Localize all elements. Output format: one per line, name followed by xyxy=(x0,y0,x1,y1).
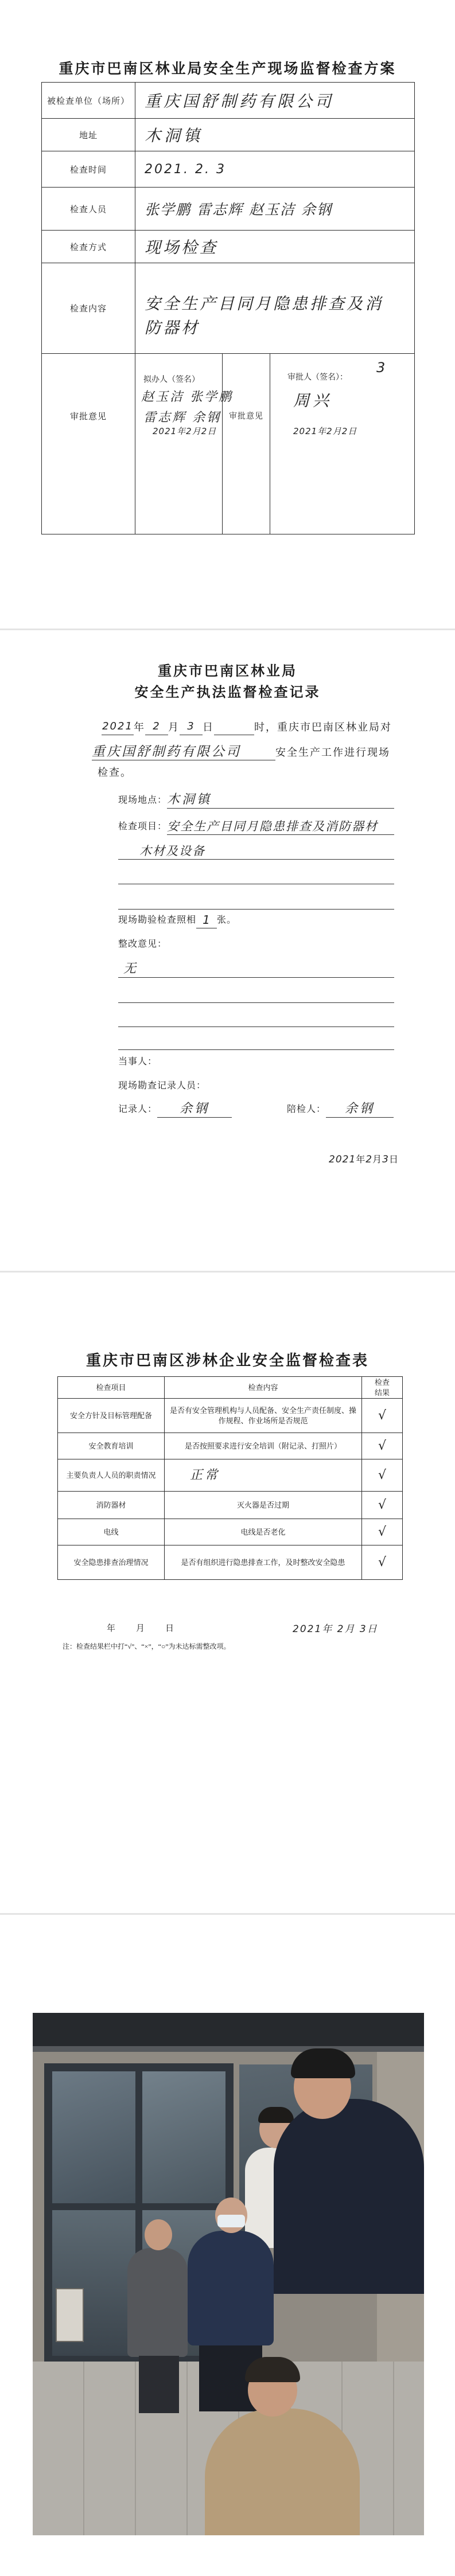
plan-row-time xyxy=(42,151,415,188)
row-item: 电线 xyxy=(58,1519,165,1545)
sign-date-year-suffix: 年 xyxy=(356,1155,366,1165)
item-value: 安全生产目同月隐患排查及消防器材 xyxy=(167,818,394,835)
site-inspection-photo xyxy=(33,2013,424,2535)
approver-signature: 周兴 xyxy=(293,391,333,410)
drafter-cell xyxy=(135,354,233,534)
record-line-item2 xyxy=(118,843,394,860)
photo-eave xyxy=(33,2046,424,2052)
sign-date-year: 2021 xyxy=(329,1154,356,1165)
record-unit: 重庆国舒制药有限公司 xyxy=(92,744,275,760)
record-blank-line xyxy=(118,1002,394,1003)
photo-glass-pane xyxy=(142,2071,225,2203)
row-result: √ xyxy=(362,1492,403,1519)
drafter-date: 2021年2月2日 xyxy=(153,426,217,436)
escort-value: 余钢 xyxy=(326,1101,394,1118)
approval-mid-label: 审批意见 xyxy=(223,354,270,534)
table-row xyxy=(58,1433,403,1459)
site-value: 木洞镇 xyxy=(167,792,394,809)
record-month: 2 xyxy=(145,719,168,735)
checklist-blank-date: 年 月 日 xyxy=(107,1624,176,1633)
photo-person-beige-hair xyxy=(245,2357,300,2382)
record-title-agency: 重庆市巴南区林业局 xyxy=(158,664,297,679)
table-row xyxy=(58,1545,403,1580)
site-label: 现场地点： xyxy=(118,795,168,805)
record-line2-text: 安全生产工作进行现场 xyxy=(275,747,390,758)
record-hour-blank xyxy=(214,719,254,735)
header-result: 检查结果 xyxy=(374,1377,390,1397)
approver-mark: 3 xyxy=(376,360,386,376)
plan-value-staff: 张学鹏 雷志辉 赵玉洁 余钢 xyxy=(135,188,415,231)
row-item: 安全方针及目标管理配备 xyxy=(58,1399,165,1433)
record-blank-line xyxy=(118,1049,394,1050)
row-content: 电线是否老化 xyxy=(165,1519,362,1545)
party-label: 当事人： xyxy=(118,1057,158,1067)
plan-value-time: 2021. 2. 3 xyxy=(135,151,415,188)
row-content: 是否按照要求进行安全培训（附记录、打照片） xyxy=(165,1433,362,1459)
photo-person-gray-body xyxy=(127,2248,188,2357)
row-item: 安全隐患排查治理情况 xyxy=(58,1545,165,1580)
record-line-item xyxy=(118,818,394,835)
recorder-label: 记录人： xyxy=(118,1104,158,1114)
escort-label: 陪检人： xyxy=(287,1104,326,1114)
plan-label-approval: 审批意见 xyxy=(42,354,135,534)
plan-label-time: 检查时间 xyxy=(42,151,135,188)
sign-date-day: 3 xyxy=(382,1154,389,1165)
table-row xyxy=(58,1492,403,1519)
photo-person-large-body xyxy=(274,2099,424,2294)
photo-text-2: 张。 xyxy=(217,915,237,925)
approver-date: 2021年2月2日 xyxy=(293,426,357,436)
item-label: 检查项目： xyxy=(118,822,168,832)
plan-label-address: 地址 xyxy=(42,119,135,151)
record-line3: 检查。 xyxy=(98,767,132,778)
plan-value-address: 木洞镇 xyxy=(135,119,415,151)
row-content: 灭火器是否过期 xyxy=(165,1492,362,1519)
record-year-suffix: 年 xyxy=(134,721,145,733)
record-year: 2021 xyxy=(102,719,134,735)
recorder-group-label: 现场勘查记录人员： xyxy=(118,1081,207,1091)
row-result: √ xyxy=(362,1519,403,1545)
plan-table xyxy=(41,82,415,534)
plan-title: 重庆市巴南区林业局安全生产现场监督检查方案 xyxy=(59,61,396,77)
plan-row-approval xyxy=(42,354,415,534)
plan-row-address xyxy=(42,119,415,151)
record-line-unit xyxy=(92,744,390,760)
row-content: 正常 xyxy=(165,1459,362,1492)
table-row xyxy=(58,1519,403,1545)
record-line-escort xyxy=(287,1101,394,1118)
rectify-value: 无 xyxy=(118,961,394,978)
row-item: 主要负责人人员的职责情况 xyxy=(58,1459,165,1492)
photo-person-beige-body xyxy=(205,2409,360,2535)
photo-person-white-hair xyxy=(258,2107,294,2123)
row-item: 安全教育培训 xyxy=(58,1433,165,1459)
drafter-signature-line1: 赵玉洁 张学鹏 xyxy=(141,390,233,404)
checklist-date: 2021年 2月 3日 xyxy=(293,1623,378,1635)
row-content: 是否有组织进行隐患排查工作，及时整改安全隐患 xyxy=(165,1545,362,1580)
photo-glass-pane xyxy=(52,2071,135,2203)
photo-poster xyxy=(56,2288,84,2342)
plan-row-unit xyxy=(42,83,415,119)
plan-value-unit: 重庆国舒制药有限公司 xyxy=(135,83,415,119)
record-month-suffix: 月 xyxy=(168,721,180,733)
photo-person-gray-head xyxy=(145,2219,172,2250)
record-line-site xyxy=(118,792,394,809)
plan-label-mode: 检查方式 xyxy=(42,231,135,263)
table-row xyxy=(58,1459,403,1492)
sign-date-day-suffix: 日 xyxy=(388,1155,399,1165)
drafter-signature-line2: 雷志辉 余钢 xyxy=(143,411,221,425)
approver-cell xyxy=(270,354,415,534)
photo-count: 1 xyxy=(196,912,217,928)
plan-label-unit: 被检查单位（场所） xyxy=(42,83,135,119)
plan-value-mode: 现场检查 xyxy=(135,231,415,263)
row-item: 消防器材 xyxy=(58,1492,165,1519)
checklist-note: 注：检查结果栏中打“√”、“×”，“○”为未达标需整改项。 xyxy=(63,1642,231,1650)
record-line-date xyxy=(102,719,392,735)
row-result: √ xyxy=(362,1433,403,1459)
record-day-suffix: 日 xyxy=(203,721,214,733)
header-item: 检查项目 xyxy=(58,1377,165,1399)
record-day: 3 xyxy=(180,719,203,735)
photo-text-1: 现场勘验检查照相 xyxy=(118,915,197,925)
photo-person-blue-body xyxy=(188,2231,274,2345)
sign-date-month: 2 xyxy=(365,1154,373,1165)
record-line-recorder xyxy=(118,1101,232,1118)
item-value-2: 木材及设备 xyxy=(118,843,394,860)
plan-row-staff xyxy=(42,188,415,231)
row-result: √ xyxy=(362,1545,403,1580)
sign-date-month-suffix: 月 xyxy=(372,1155,383,1165)
checklist-title: 重庆市巴南区涉林企业安全监督检查表 xyxy=(85,1352,369,1369)
plan-row-content xyxy=(42,263,415,354)
page-inspection-plan xyxy=(0,0,455,627)
rectify-label: 整改意见： xyxy=(118,939,168,949)
header-content: 检查内容 xyxy=(165,1377,362,1399)
checklist-table xyxy=(57,1376,403,1580)
approver-label: 审批人（签名）： xyxy=(287,373,348,382)
recorder-value: 余钢 xyxy=(157,1101,232,1118)
photo-roof xyxy=(33,2013,424,2046)
table-row xyxy=(58,1399,403,1433)
record-line1-text: 时，重庆市巴南区林业局对 xyxy=(254,721,392,733)
plan-label-content: 检查内容 xyxy=(42,263,135,354)
row-result: √ xyxy=(362,1399,403,1433)
photo-person-blue-mask xyxy=(217,2215,245,2227)
header-result-cell xyxy=(362,1377,403,1399)
drafter-label: 拟办人（签名） xyxy=(143,376,200,384)
photo-person-large-hair xyxy=(291,2048,355,2078)
row-content: 是否有安全管理机构与人员配备、安全生产责任制度、操作规程、作业场所是否规范 xyxy=(165,1399,362,1433)
plan-value-content: 安全生产目同月隐患排查及消防器材 xyxy=(135,263,415,354)
photo-person-gray-legs xyxy=(139,2356,179,2413)
plan-row-mode xyxy=(42,231,415,263)
record-blank-line xyxy=(118,909,394,910)
record-line-photo xyxy=(118,912,236,928)
record-sign-date xyxy=(329,1152,399,1168)
plan-label-staff: 检查人员 xyxy=(42,188,135,231)
record-line-rectify xyxy=(118,961,394,978)
checklist-header-row xyxy=(58,1377,403,1399)
record-title: 安全生产执法监督检查记录 xyxy=(134,685,321,700)
row-result: √ xyxy=(362,1459,403,1492)
